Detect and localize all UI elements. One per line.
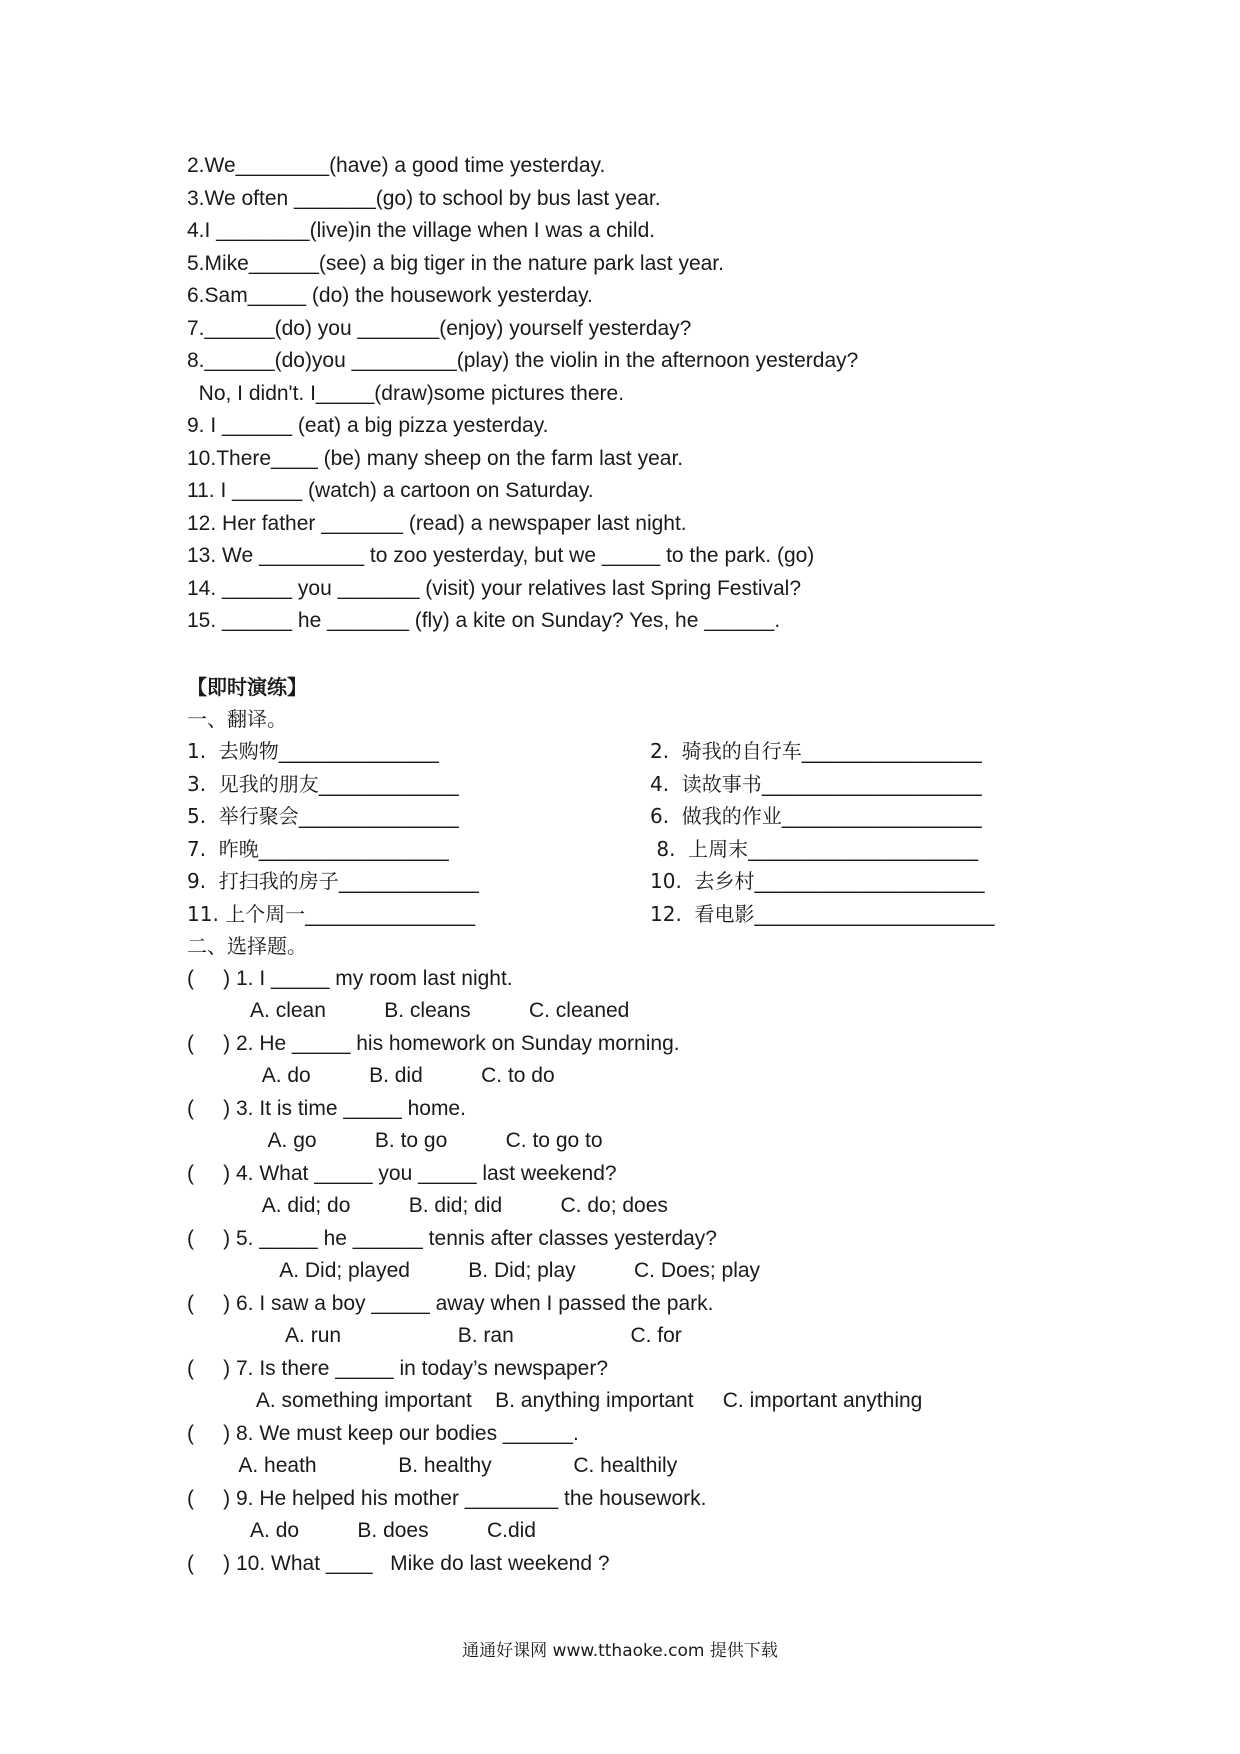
choice-question-5: ( ) 5. _____ he ______ tennis after classes yesterday? [187, 1227, 717, 1250]
fill-in-item-5: 5.Mike______(see) a big tiger in the nature park last year. [187, 252, 724, 275]
fill-in-item-14: 14. ______ you _______ (visit) your relatives last Spring Festival? [187, 577, 802, 600]
choice-options-9: A. do B. does C.did [187, 1519, 536, 1542]
translate-item-3: 3. 见我的朋友______________ [187, 772, 459, 796]
choice-options-4: A. did; do B. did; did C. do; does [187, 1194, 668, 1217]
translate-item-8: 8. 上周末_______________________ [650, 837, 979, 861]
choice-question-2: ( ) 2. He _____ his homework on Sunday morning. [187, 1032, 680, 1055]
fill-in-item-15: 15. ______ he _______ (fly) a kite on Sunday? Yes, he ______. [187, 609, 781, 632]
footer-source: 通通好课网 www.tthaoke.com 提供下载 [462, 1641, 778, 1661]
choice-question-1: ( ) 1. I _____ my room last night. [187, 967, 513, 990]
fill-in-item-8-answer: No, I didn't. I_____(draw)some pictures there. [187, 382, 625, 405]
translate-item-1: 1. 去购物________________ [187, 739, 439, 763]
translate-item-11: 11. 上个周一_________________ [187, 902, 476, 926]
choice-options-7: A. something important B. anything important C. important anything [187, 1389, 923, 1412]
choice-question-7: ( ) 7. Is there _____ in today’s newspaper? [187, 1357, 609, 1380]
choice-question-6: ( ) 6. I saw a boy _____ away when I passed the park. [187, 1292, 714, 1315]
translate-item-7: 7. 昨晚___________________ [187, 837, 449, 861]
translate-item-4: 4. 读故事书______________________ [650, 772, 982, 796]
translate-item-9: 9. 打扫我的房子______________ [187, 869, 479, 893]
fill-in-item-12: 12. Her father _______ (read) a newspaper last night. [187, 512, 687, 535]
choice-options-6: A. run B. ran C. for [187, 1324, 682, 1347]
fill-in-item-4: 4.I ________(live)in the village when I was a child. [187, 219, 656, 242]
fill-in-item-13: 13. We _________ to zoo yesterday, but we _____ to the park. (go) [187, 544, 815, 567]
choice-question-9: ( ) 9. He helped his mother ________ the housework. [187, 1487, 707, 1510]
fill-in-item-8: 8.______(do)you _________(play) the violin in the afternoon yesterday? [187, 349, 859, 372]
translate-item-10: 10. 去乡村_______________________ [650, 869, 985, 893]
translate-item-5: 5. 举行聚会________________ [187, 804, 459, 828]
choice-options-3: A. go B. to go C. to go to [187, 1129, 603, 1152]
choice-options-1: A. clean B. cleans C. cleaned [187, 999, 630, 1022]
section-title: 【即时演练】 [187, 675, 307, 699]
fill-in-item-2: 2.We________(have) a good time yesterday. [187, 154, 606, 177]
translate-item-2: 2. 骑我的自行车__________________ [650, 739, 982, 763]
translate-item-12: 12. 看电影________________________ [650, 902, 995, 926]
choice-options-5: A. Did; played B. Did; play C. Does; play [187, 1259, 761, 1282]
fill-in-item-10: 10.There____ (be) many sheep on the farm last year. [187, 447, 684, 470]
fill-in-item-9: 9. I ______ (eat) a big pizza yesterday. [187, 414, 549, 437]
fill-in-item-7: 7.______(do) you _______(enjoy) yourself yesterday? [187, 317, 692, 340]
fill-in-item-6: 6.Sam_____ (do) the housework yesterday. [187, 284, 593, 307]
translate-item-6: 6. 做我的作业____________________ [650, 804, 982, 828]
choice-question-4: ( ) 4. What _____ you _____ last weekend? [187, 1162, 617, 1185]
fill-in-item-3: 3.We often _______(go) to school by bus last year. [187, 187, 661, 210]
choice-question-10: ( ) 10. What ____ Mike do last weekend ? [187, 1552, 610, 1575]
choice-heading: 二、选择题。 [187, 934, 307, 958]
fill-in-item-11: 11. I ______ (watch) a cartoon on Saturday. [187, 479, 594, 502]
choice-question-8: ( ) 8. We must keep our bodies ______. [187, 1422, 579, 1445]
choice-question-3: ( ) 3. It is time _____ home. [187, 1097, 466, 1120]
choice-options-2: A. do B. did C. to do [187, 1064, 555, 1087]
choice-options-8: A. heath B. healthy C. healthily [187, 1454, 678, 1477]
translate-heading: 一、翻译。 [187, 707, 287, 731]
